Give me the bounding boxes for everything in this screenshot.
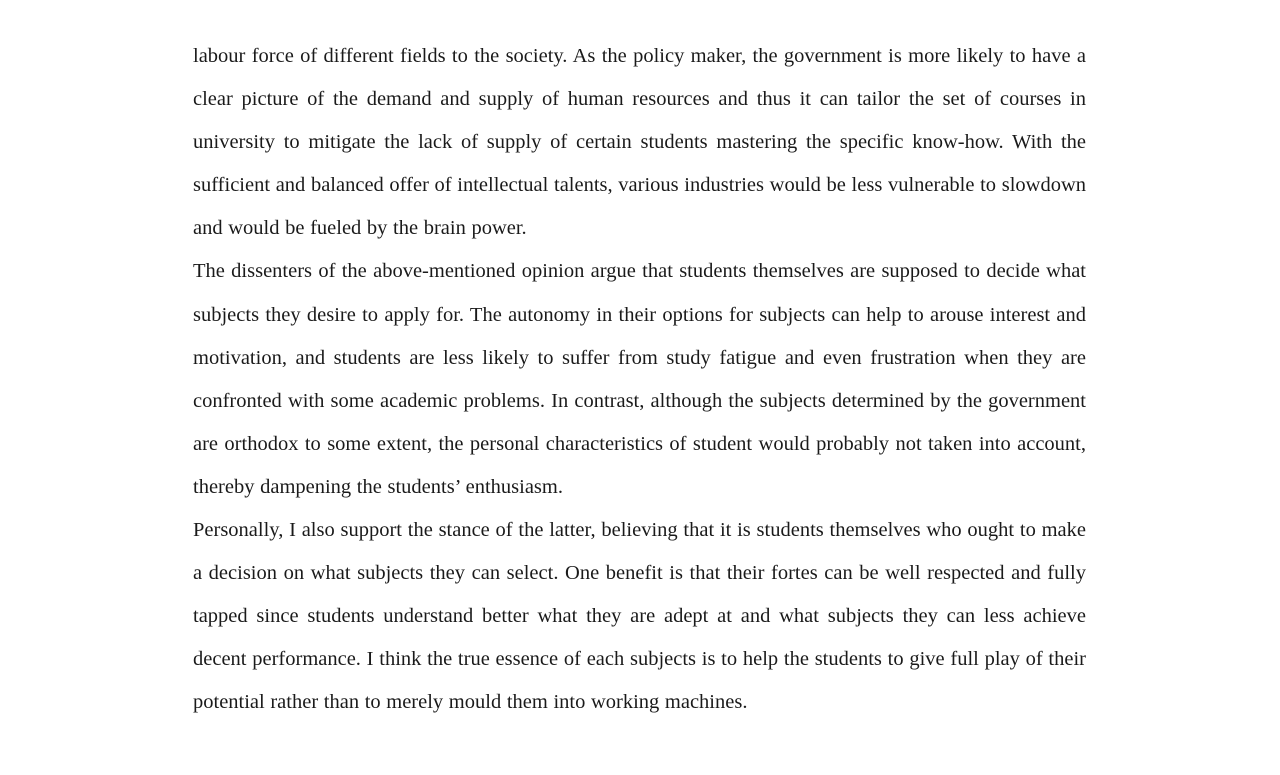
paragraph-3: Personally, I also support the stance of the latter, believing that it is students themselves who ought to make a decision on what subjects they can select. One benefit is that their fortes can be well respected and fully tapped since students understand better what they are adept at and what subjects they can less achieve decent performance. I think the true essence of each subjects is to help the students to give full play of their potential rather than to merely mould them into working machines.	[193, 519, 1086, 714]
essay-body	[193, 35, 1086, 725]
paragraph-2: The dissenters of the above-mentioned opinion argue that students themselves are supposed to decide what subjects they desire to apply for. The autonomy in their options for subjects can help to arouse interest and motivation, and students are less likely to suffer from study fatigue and even frustration when they are confronted with some academic problems. In contrast, although the subjects determined by the government are orthodox to some extent, the personal characteristics of student would probably not taken into account, thereby dampening the students’ enthusiasm.	[193, 260, 1086, 498]
paragraph-1: labour force of different fields to the society. As the policy maker, the government is more likely to have a clear picture of the demand and supply of human resources and thus it can tailor the set of courses in university to mitigate the lack of supply of certain students mastering the specific know-how. With the sufficient and balanced offer of intellectual talents, various industries would be less vulnerable to slowdown and would be fueled by the brain power.	[193, 45, 1086, 240]
